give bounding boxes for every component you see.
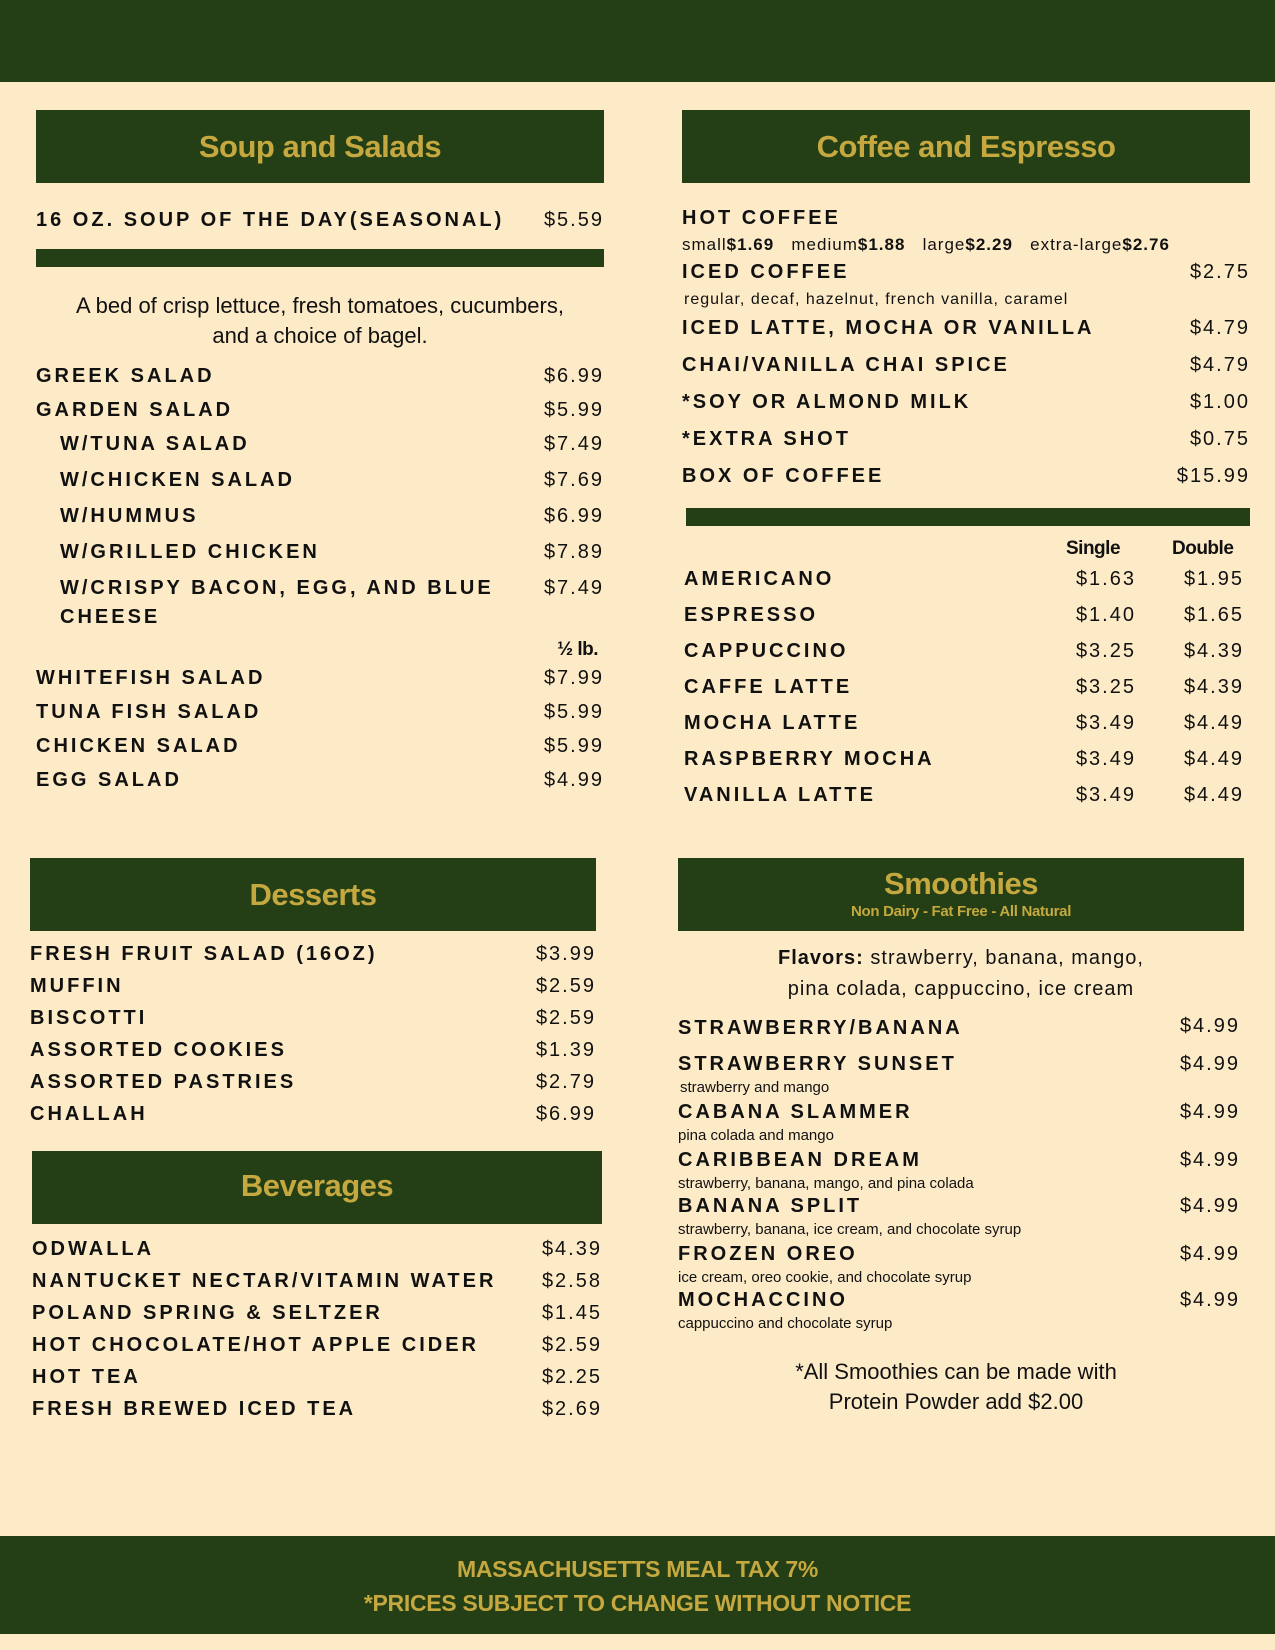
menu-item	[678, 1101, 1244, 1149]
item-price: $3.99	[535, 943, 596, 965]
espresso-list	[682, 568, 1250, 820]
item-name: ODWALLA	[32, 1238, 155, 1260]
double-price: $4.49	[1183, 748, 1244, 770]
top-banner	[0, 0, 1275, 82]
soup-salads-section	[36, 110, 604, 803]
flavors-label: Flavors:	[778, 947, 864, 969]
smoothies-section	[678, 858, 1244, 1417]
single-price: $3.49	[1075, 784, 1136, 806]
menu-item	[32, 1238, 602, 1270]
item-price: $4.99	[1179, 1015, 1240, 1037]
half-lb-label: ½ lb.	[557, 639, 598, 660]
menu-item	[36, 399, 604, 433]
item-name: W/HUMMUS	[60, 505, 199, 527]
item-name: BOX OF COFFEE	[682, 465, 885, 487]
menu-item	[32, 1270, 602, 1302]
item-name: WHITEFISH SALAD	[36, 667, 266, 689]
item-name: EGG SALAD	[36, 769, 182, 791]
item-price: $6.99	[543, 365, 604, 387]
item-name: *SOY OR ALMOND MILK	[682, 391, 972, 413]
menu-item	[682, 748, 1250, 784]
menu-item	[682, 712, 1250, 748]
item-price: $4.99	[1179, 1195, 1240, 1217]
menu-item	[36, 769, 604, 803]
salad-description: A bed of crisp lettuce, fresh tomatoes, cucumbers, and a choice of bagel.	[76, 293, 564, 348]
item-price: $1.39	[535, 1039, 596, 1061]
menu-item	[678, 1243, 1244, 1289]
item-name: MUFFIN	[30, 975, 124, 997]
size-label: extra-large	[1030, 235, 1123, 254]
single-price: $3.25	[1075, 640, 1136, 662]
item-price: $4.99	[1179, 1243, 1240, 1265]
menu-item-iced-coffee	[682, 261, 1250, 317]
menu-item-hot-coffee	[682, 207, 1250, 261]
size-price: $2.29	[965, 235, 1013, 254]
menu-item	[678, 1053, 1244, 1101]
menu-item	[36, 433, 604, 469]
item-price: $4.99	[1179, 1289, 1240, 1311]
item-price: $1.00	[1189, 391, 1250, 413]
flavors-line: strawberry, banana, mango,	[870, 947, 1144, 969]
item-name: FRESH BREWED ICED TEA	[32, 1398, 357, 1420]
item-price: $2.59	[535, 975, 596, 997]
menu-item	[682, 604, 1250, 640]
smoothies-footnote	[678, 1357, 1244, 1417]
item-price: $4.79	[1189, 317, 1250, 339]
flavors-text	[678, 943, 1244, 1005]
smoothies-title: Smoothies	[884, 866, 1038, 901]
single-price: $3.49	[1075, 712, 1136, 734]
item-name: 16 OZ. SOUP OF THE DAY(SEASONAL)	[36, 209, 505, 231]
menu-item	[30, 1007, 596, 1039]
item-name: ESPRESSO	[684, 604, 819, 626]
menu-item	[30, 975, 596, 1007]
item-name: HOT CHOCOLATE/HOT APPLE CIDER	[32, 1334, 479, 1356]
item-name: FRESH FRUIT SALAD (16OZ)	[30, 943, 378, 965]
item-name: BISCOTTI	[30, 1007, 148, 1029]
item-name: POLAND SPRING & SELTZER	[32, 1302, 383, 1324]
item-note: strawberry, banana, ice cream, and chocolate syrup	[678, 1221, 1022, 1238]
menu-item	[36, 209, 604, 243]
item-name: AMERICANO	[684, 568, 835, 590]
item-price: $4.39	[541, 1238, 602, 1260]
item-price: $4.79	[1189, 354, 1250, 376]
item-name: MOCHA LATTE	[684, 712, 861, 734]
item-name: ICED COFFEE	[682, 261, 850, 283]
item-price: $4.99	[1179, 1053, 1240, 1075]
item-price: $7.99	[543, 667, 604, 689]
menu-item	[36, 541, 604, 577]
item-price: $4.99	[1179, 1149, 1240, 1171]
item-price: $6.99	[535, 1103, 596, 1125]
item-note: strawberry and mango	[680, 1079, 830, 1096]
menu-item	[30, 1071, 596, 1103]
menu-item	[678, 1149, 1244, 1195]
item-name: MOCHACCINO	[678, 1289, 848, 1311]
single-price: $3.49	[1075, 748, 1136, 770]
smoothies-subtitle: Non Dairy - Fat Free - All Natural	[850, 903, 1072, 920]
size-label: large	[922, 235, 966, 254]
menu-item	[678, 1015, 1244, 1053]
double-price: $4.39	[1183, 640, 1244, 662]
item-note: cappuccino and chocolate syrup	[678, 1315, 893, 1332]
beverages-section	[32, 1151, 602, 1430]
beverages-header: Beverages	[32, 1151, 602, 1224]
single-price: $1.40	[1075, 604, 1136, 626]
footer-banner	[0, 1536, 1275, 1634]
item-price: $7.69	[543, 469, 604, 491]
menu-item	[682, 354, 1250, 391]
smoothie-list	[678, 1015, 1244, 1337]
item-name: GARDEN SALAD	[36, 399, 234, 421]
item-name: ASSORTED PASTRIES	[30, 1071, 297, 1093]
price-notice: *PRICES SUBJECT TO CHANGE WITHOUT NOTICE	[363, 1590, 912, 1616]
item-price: $2.59	[535, 1007, 596, 1029]
double-price: $1.95	[1183, 568, 1244, 590]
menu-item	[682, 568, 1250, 604]
coffee-section	[682, 110, 1250, 820]
menu-item	[36, 667, 604, 701]
menu-item	[32, 1302, 602, 1334]
item-name: CHICKEN SALAD	[36, 735, 241, 757]
item-name: W/TUNA SALAD	[60, 433, 250, 455]
item-name: W/CRISPY BACON, EGG, AND BLUE	[60, 577, 494, 599]
item-name: CHALLAH	[30, 1103, 148, 1125]
size-label: small	[682, 235, 727, 254]
item-name: CAPPUCCINO	[684, 640, 849, 662]
item-price: $7.49	[543, 577, 604, 599]
menu-item	[678, 1289, 1244, 1337]
menu-item	[30, 1039, 596, 1071]
item-note: regular, decaf, hazelnut, french vanilla, caramel	[684, 291, 1069, 308]
item-name: CAFFE LATTE	[684, 676, 853, 698]
item-name: RASPBERRY MOCHA	[684, 748, 935, 770]
menu-item	[682, 428, 1250, 465]
item-name: CHAI/VANILLA CHAI SPICE	[682, 354, 1010, 376]
menu-item	[36, 735, 604, 769]
footnote-line: Protein Powder add $2.00	[828, 1389, 1084, 1414]
menu-item	[36, 577, 604, 637]
menu-item	[30, 943, 596, 975]
hot-coffee-sizes	[682, 235, 1252, 255]
item-name: GREEK SALAD	[36, 365, 215, 387]
item-price: $4.99	[1179, 1101, 1240, 1123]
item-price: $1.45	[541, 1302, 602, 1324]
soup-salads-header: Soup and Salads	[36, 110, 604, 183]
menu-item	[678, 1195, 1244, 1243]
item-note: ice cream, oreo cookie, and chocolate syrup	[678, 1269, 972, 1286]
menu-item	[36, 505, 604, 541]
menu-item	[36, 365, 604, 399]
menu-item	[682, 784, 1250, 820]
single-label: Single	[1066, 538, 1121, 559]
single-price: $1.63	[1075, 568, 1136, 590]
item-price: $0.75	[1189, 428, 1250, 450]
desserts-section	[30, 858, 596, 1135]
size-price: $1.88	[857, 235, 906, 254]
item-name: VANILLA LATTE	[684, 784, 876, 806]
item-price: $5.99	[543, 735, 604, 757]
item-name: W/CHICKEN SALAD	[60, 469, 295, 491]
menu-item	[682, 640, 1250, 676]
flavors-line: pina colada, cappuccino, ice cream	[787, 978, 1135, 1000]
item-price: $6.99	[543, 505, 604, 527]
size-price: $1.69	[726, 235, 775, 254]
menu-item	[682, 465, 1250, 502]
menu-item	[682, 391, 1250, 428]
menu-item	[36, 701, 604, 735]
item-name: W/GRILLED CHICKEN	[60, 541, 320, 563]
item-price: $4.99	[543, 769, 604, 791]
double-price: $1.65	[1183, 604, 1244, 626]
menu-item	[36, 469, 604, 505]
item-name-continued: CHEESE	[60, 606, 161, 628]
menu-item	[682, 676, 1250, 712]
size-price: $2.76	[1122, 235, 1170, 254]
item-name: ASSORTED COOKIES	[30, 1039, 287, 1061]
menu-item	[682, 317, 1250, 354]
item-note: pina colada and mango	[678, 1127, 834, 1144]
footnote-line: *All Smoothies can be made with	[795, 1359, 1117, 1384]
item-price: $7.49	[543, 433, 604, 455]
divider	[686, 508, 1250, 526]
coffee-header: Coffee and Espresso	[682, 110, 1250, 183]
item-name: *EXTRA SHOT	[682, 428, 851, 450]
item-name: CABANA SLAMMER	[678, 1101, 913, 1123]
item-name: NANTUCKET NECTAR/VITAMIN WATER	[32, 1270, 497, 1292]
item-name: FROZEN OREO	[678, 1243, 858, 1265]
item-price: $7.89	[543, 541, 604, 563]
menu-item	[32, 1366, 602, 1398]
item-name: STRAWBERRY SUNSET	[678, 1053, 957, 1075]
item-price: $2.79	[535, 1071, 596, 1093]
double-price: $4.49	[1183, 712, 1244, 734]
item-name: HOT TEA	[32, 1366, 141, 1388]
item-price: $2.58	[541, 1270, 602, 1292]
item-price: $2.59	[541, 1334, 602, 1356]
smoothies-header	[678, 858, 1244, 931]
item-price: $5.59	[543, 209, 604, 231]
double-price: $4.49	[1183, 784, 1244, 806]
tax-notice: MASSACHUSETTS MEAL TAX 7%	[457, 1556, 818, 1582]
item-name: ICED LATTE, MOCHA OR VANILLA	[682, 317, 1095, 339]
item-name: BANANA SPLIT	[678, 1195, 863, 1217]
item-price: $15.99	[1176, 465, 1250, 487]
desserts-header: Desserts	[30, 858, 596, 931]
menu-item	[30, 1103, 596, 1135]
double-price: $4.39	[1183, 676, 1244, 698]
double-label: Double	[1172, 538, 1234, 559]
item-price: $5.99	[543, 701, 604, 723]
divider	[36, 249, 604, 267]
item-name: HOT COFFEE	[682, 207, 841, 229]
item-price: $5.99	[543, 399, 604, 421]
item-name: CARIBBEAN DREAM	[678, 1149, 922, 1171]
item-price: $2.75	[1189, 261, 1250, 283]
menu-item	[32, 1398, 602, 1430]
item-note: strawberry, banana, mango, and pina colada	[678, 1175, 974, 1192]
item-name: STRAWBERRY/BANANA	[678, 1017, 963, 1039]
menu-item	[32, 1334, 602, 1366]
item-price: $2.69	[541, 1398, 602, 1420]
item-name: TUNA FISH SALAD	[36, 701, 262, 723]
single-price: $3.25	[1075, 676, 1136, 698]
item-price: $2.25	[541, 1366, 602, 1388]
size-label: medium	[791, 235, 858, 254]
